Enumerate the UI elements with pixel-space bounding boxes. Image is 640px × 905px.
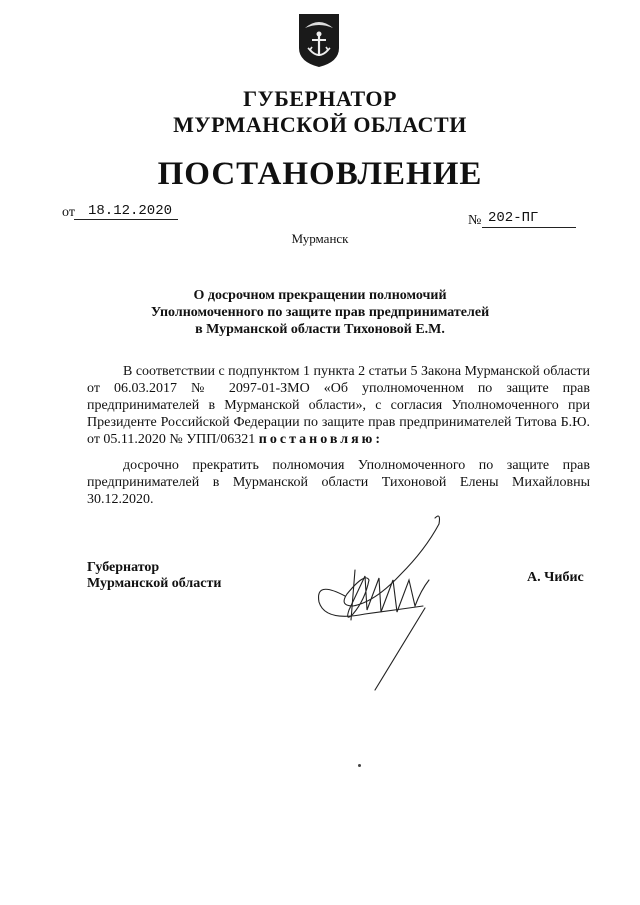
authority-name-line1: ГУБЕРНАТОР (243, 86, 397, 111)
document-title-line2: Уполномоченного по защите прав предпринимателей (150, 305, 490, 320)
authority-name-line2: МУРМАНСКОЙ ОБЛАСТИ (173, 112, 467, 137)
signatory-name: А. Чибис (527, 570, 584, 585)
date-prefix: от (62, 205, 75, 220)
handwritten-signature-icon (305, 510, 465, 695)
scan-speck (358, 764, 361, 767)
document-title-line1: О досрочном прекращении полномочий (193, 288, 447, 303)
murmansk-coat-of-arms-icon (297, 12, 341, 68)
decree-word: постановляю: (258, 432, 384, 447)
document-type-title: ПОСТАНОВЛЕНИЕ (157, 156, 483, 192)
number-underline (482, 227, 576, 228)
date-underline (74, 219, 178, 220)
document-date: 18.12.2020 (88, 203, 173, 219)
city-name: Мурманск (291, 231, 349, 246)
document-title-line3: в Мурманской области Тихоновой Е.М. (195, 322, 445, 337)
signatory-role-line2: Мурманской области (87, 576, 222, 591)
body-paragraph-2: досрочно прекратить полномочия Уполномоченного по защите прав предпринимателей в Мурманской области Тихоновой Елены Михайловны 30.12.2020. (87, 458, 590, 507)
number-prefix: № (468, 213, 482, 228)
document-number: 202-ПГ (488, 210, 539, 226)
body-paragraph-1-text: В соответствии с подпунктом 1 пункта 2 статьи 5 Закона Мурманской области от 06.03.2017 № 2097-01-ЗМО «Об уполномоченном по защите прав предпринимателей в Мурманской области», с согласия Уполномоченного при Президенте Российской Федерации по защите прав предпринимателей Титова Б.Ю. от 05.11.2020 № УПП/06321 (87, 364, 590, 447)
signatory-role-line1: Губернатор (87, 560, 160, 575)
body-paragraph-1 (87, 363, 590, 448)
